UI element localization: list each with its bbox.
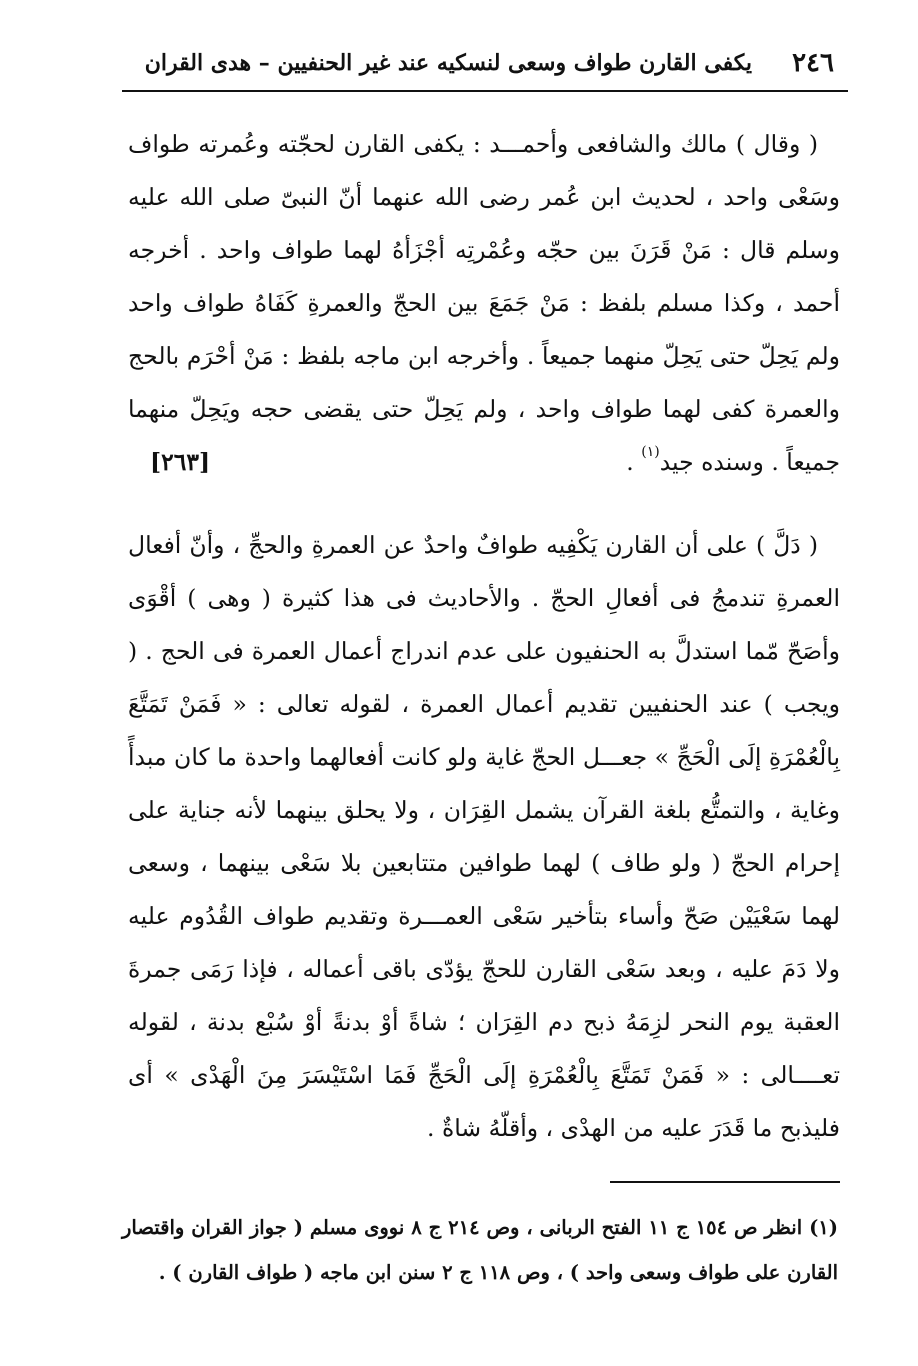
running-title: يكفى القارن طواف وسعى لنسكيه عند غير الحنفيين – هدى القران [144,50,752,76]
page-number: ٢٤٦ [792,48,834,78]
footnote-rule [610,1181,840,1183]
paragraph-2-text: ( دَلَّ ) على أن القارن يَكْفِيه طوافٌ واحدٌ عن العمرةِ والحجِّ ، وأنّ أفعال العمرةِ تندمجُ فى أفعالِ الحجّ . والأحاديث فى هذا كثيرة ( وهى ) أقْوَى وأصَحّ مّما استدلَّ به الحنفيون على عدم اندراج أعمال العمرة فى الحج . ( ويجب ) عند الحنفيين تقديم أعمال العمرة ، لقوله تعالى : « فَمَنْ تَمَتَّعَ بِالْعُمْرَةِ إلَى الْحَجِّ » جعـــل الحجّ غاية ولو كانت أفعالهما واحدة ما كان مبدأً وغاية ، والتمتُّع بلغة القرآن يشمل القِرَان ، ولا يحلق بينهما لأنه جناية على إحرام الحجّ ( ولو طاف ) لهما طوافين متتابعين بلا سَعْى بينهما ، وسعى لهما سَعْيَيْن صَحّ وأساء بتأخير سَعْى العمـــرة وتقديم طواف القُدُوم عليه ولا دَمَ عليه ، وبعد سَعْى القارن للحجّ يؤدّى باقى أعماله ، فإذا رَمَى جمرةَ العقبة يوم النحر لزِمَهُ ذبح دم القِرَان ؛ شاةً أوْ بدنةً أوْ سُبْع بدنة ، لقوله تعــــالى : « فَمَنْ تَمَتَّعَ بِالْعُمْرَةِ إلَى الْحَجِّ فَمَا اسْتَيْسَرَ مِنَ الْهَدْى » أى فليذبح ما قَدَرَ عليه من الهدْى ، وأقلّهُ شاةٌ . [128,531,840,1142]
header-rule [122,90,848,92]
footnote: (١) انظر ص ١٥٤ ج ١١ الفتح الربانى ، وص ٢١٤ ج ٨ نووى مسلم ( جواز القران واقتصار القارن على طواف وسعى واحد ) ، وص ١١٨ ج ٢ سنن ابن ماجه ( طواف القارن ) . [122,1216,839,1284]
paragraph-2 [128,519,840,1155]
running-header [122,40,848,92]
paragraph-1-end: . [626,448,642,476]
paragraph-1-text: ( وقال ) مالك والشافعى وأحمـــد : يكفى القارن لحجّته وعُمرته طواف وسَعْى واحد ، لحديث ابن عُمر رضى الله عنهما أنّ النبىّ صلى الله عليه وسلم قال : مَنْ قَرَنَ بين حجّه وعُمْرتِه أجْزَأهُ لهما طواف واحد . أخرجه أحمد ، وكذا مسلم بلفظ : مَنْ جَمَعَ بين الحجّ والعمرةِ كَفَاهُ طواف واحد ولم يَحِلّ حتى يَحِلّ منهما جميعاً . وأخرجه ابن ماجه بلفظ : مَنْ أحْرَم بالحج والعمرة كفى لهما طواف واحد ، ولم يَحِلّ حتى يقضى حجه ويَحِلّ منهما جميعاً . وسنده جيد [128,130,840,476]
hadith-reference-number: [٢٦٣] [150,448,211,476]
footnote-marker: (١) [641,444,660,460]
main-text [128,118,840,1155]
paragraph-1 [128,118,840,489]
